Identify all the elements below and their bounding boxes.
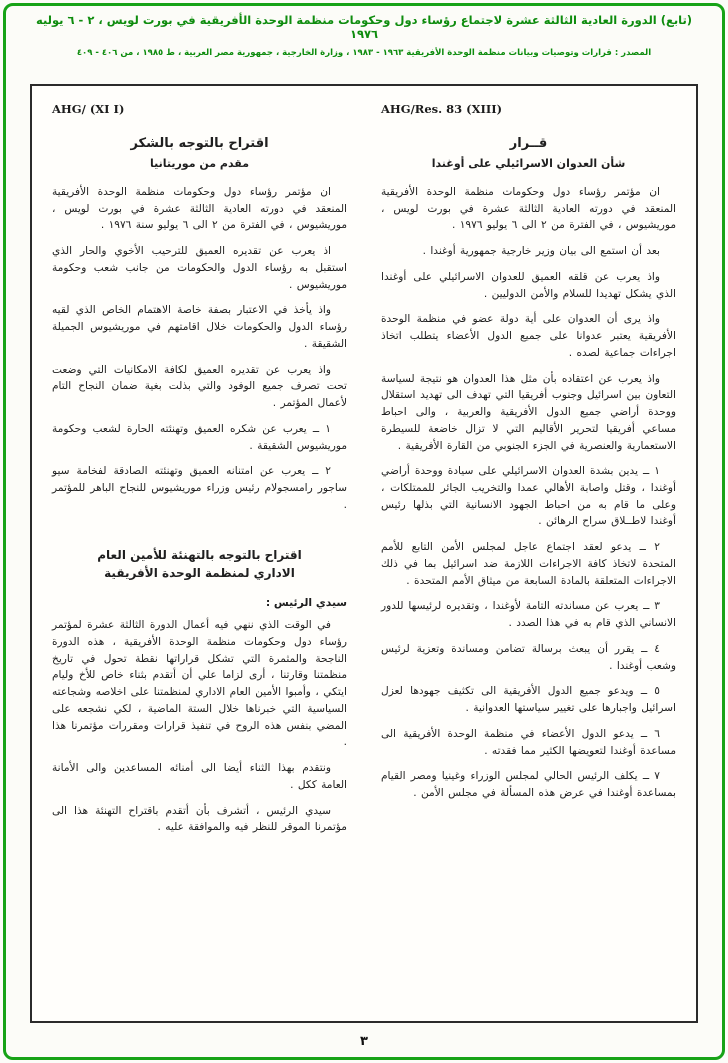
congratulation-title — [52, 547, 347, 582]
proposal-paragraphs — [52, 184, 347, 513]
header-title: (تابع) الدورة العادية الثالثة عشرة لاجتماع رؤساء دول وحكومات منظمة الوحدة الأفريقية في بورت لويس ، ٢ - ٦ يوليه ١٩٧٦ — [35, 13, 693, 41]
congratulation-title-line2: الاداري لمنظمة الوحدة الأفريقية — [104, 565, 295, 580]
header-source-note: المصدر : قرارات وتوصيات وبيانات منظمة الوحدة الأفريقية ١٩٦٣ - ١٩٨٣ ، وزارة الخارجية ، جمهورية مصر العربية ، ط ١٩٨٥ ، من ٤٠٦ - ٤٠٩ — [76, 48, 652, 58]
proposal-paragraph: ٢ ــ يعرب عن امتنانه العميق وتهنئته الصادقة لفخامة سيو ساجور رامسجولام رئيس وزراء موريشيوس للنجاح الباهر للمؤتمر . — [52, 465, 347, 511]
resolution-subtitle: شأن العدوان الاسرائيلي على أوغندا — [431, 157, 626, 170]
resolution-doc-code: AHG/Res. 83 (XIII) — [381, 102, 503, 116]
resolution-paragraph: واذ يعرب عن اعتقاده بأن مثل هذا العدوان هو نتيجة لسياسة التعاون بين اسرائيل وجنوب أفريقيا التي تهدف الى تهديد استقلال ووحدة أراضي جميع الدول الأفريقية والعربية ، والى احباط مساعي أفريقيا لتحرير الأقاليم التي لا تزال خاضعة للسيطرة الاستعمارية والعنصرية في الجزء الجنوبي من القارة الأفريقية . — [381, 372, 676, 452]
congratulation-paragraph: في الوقت الذي ننهي فيه أعمال الدورة الثالثة عشرة لمؤتمر رؤساء دول وحكومات منظمة الوحدة الأفريقية ، هذه الدورة الناجحة والمثمرة التي تشكل قراراتها نقطة تحول في تاريخ منظمتنا وقارتنا ، أرى لزاما علي أن أتقدم بثناء خاص للأخ وليام ايتكي ، وأمبوا الأمين العام الاداري لمنظمتنا على اخلاصه وشجاعته السياسية التي خبرناها خلال الستة الماضية ، لكي نشجعه على المضي بنفس هذه الروح في تنفيذ قرارات ومقررات مؤتمرنا هذا . — [52, 619, 347, 749]
resolution-paragraph: ٤ ــ يقرر أن يبعث برسالة تضامن ومساندة وتعزية لرئيس وشعب أوغندا . — [381, 642, 676, 672]
proposal-paragraph: واذ يعرب عن تقديره العميق لكافة الامكانيات التي وضعت تحت تصرف جميع الوفود والتي بذلت بغية ضمان النجاح التام لأعمال المؤتمر . — [52, 363, 347, 410]
proposal-doc-code: AHG/ (XI I) — [52, 102, 125, 116]
congratulation-paragraph: سيدي الرئيس ، أتشرف بأن أتقدم باقتراح التهنئة هذا الى مؤتمرنا الموقر للنظر فيه والموافقة عليه . — [52, 804, 347, 834]
resolution-paragraph: ٦ ــ يدعو الدول الأعضاء في منظمة الوحدة الأفريقية الى مساعدة أوغندا لتعويضها الكثير مما فقدته . — [381, 727, 676, 757]
resolution-paragraph: واذ يرى أن العدوان على أية دولة عضو في منظمة الوحدة الأفريقية يعتبر عدوانا على جميع الدول الأعضاء يتطلب اتخاذ اجراءات جماعية لصده . — [381, 313, 676, 359]
proposal-paragraph: واذ يأخذ في الاعتبار بصفة خاصة الاهتمام الخاص الذي لقيه رؤساء الدول والحكومات خلال اقامتهم في موريشيوس الجميلة الشقيقة . — [52, 304, 347, 350]
resolution-paragraph: بعد أن استمع الى بيان وزير خارجية جمهورية أوغندا . — [422, 245, 660, 258]
resolution-paragraph: واذ يعرب عن قلقه العميق للعدوان الاسرائيلي على أوغندا الذي يشكل تهديدا للسلام والأمن الدوليين . — [381, 270, 676, 300]
proposal-title: اقتراح بالتوجه بالشكر — [130, 136, 269, 151]
congratulation-section — [52, 547, 347, 836]
document-frame — [30, 84, 698, 1023]
proposal-paragraph: اذ يعرب عن تقديره العميق للترحيب الأخوي والحار الذي استقبل به رؤساء الدول والحكومات من جانب شعب وحكومة موريشيوس . — [52, 245, 347, 291]
two-column-layout — [52, 102, 676, 1011]
resolution-paragraph: ٧ ــ يكلف الرئيس الحالي لمجلس الوزراء وغينيا ومصر القيام بمساعدة أوغندا في عرض هذه المسألة في مجلس الأمن . — [381, 770, 676, 800]
resolution-paragraph: ٢ ــ يدعو لعقد اجتماع عاجل لمجلس الأمن التابع للأمم المتحدة لاتخاذ كافة الاجراءات اللازمة ضد اسرائيل بما في ذلك الاجراءات المتعلقة بالمادة السابعة من ميثاق الأمم المتحدة . — [381, 541, 676, 587]
salutation: سيدي الرئيس : — [265, 596, 347, 610]
congratulation-paragraph: ونتقدم بهذا الثناء أيضا الى أمنائه المساعدين والى الأمانة العامة ككل . — [52, 762, 347, 791]
proposal-paragraph: ١ ــ يعرب عن شكره العميق وتهنئته الحارة لشعب وحكومة موريشيوس الشقيقة . — [52, 422, 347, 452]
resolution-paragraph: ١ ــ يدين بشدة العدوان الاسرائيلي على سيادة ووحدة أراضي أوغندا ، وقتل واصابة الأهالي عمدا والتخريب الجائر للممتلكات ، وعلى ما قام به من احباط الجهود الانسانية التي بذلها رئيس أوغندا لاطــلاق سراح الرهائن . — [381, 465, 676, 528]
congratulation-title-line1: اقتراح بالتوجه بالتهنئة للأمين العام — [97, 548, 302, 563]
resolution-column — [381, 102, 676, 1011]
resolution-paragraph: ٥ ــ ويدعو جميع الدول الأفريقية الى تكثيف جهودها لعزل اسرائيل واجبارها على تغيير سياستها العدوانية . — [381, 685, 676, 715]
congratulation-paragraphs — [52, 617, 347, 836]
resolution-paragraph: ٣ ــ يعرب عن مساندته التامة لأوغندا ، وتقديره لرئيسها للدور الانساني الذي قام به في هذا الصدد . — [381, 600, 676, 630]
resolution-title: قــرار — [509, 136, 548, 151]
resolution-paragraphs — [381, 184, 676, 802]
document-header — [22, 13, 706, 58]
proposal-subtitle: مقدم من موريتانيا — [149, 157, 250, 170]
page-number: ٣ — [360, 1034, 368, 1049]
resolution-paragraph: ان مؤتمر رؤساء دول وحكومات منظمة الوحدة الأفريقية المنعقد في دورته العادية الثالثة عشرة في بورت لويس ، موريشيوس ، في الفترة من ٢ الى ٦ يوليو ١٩٧٦ . — [381, 186, 676, 232]
proposal-paragraph: ان مؤتمر رؤساء دول وحكومات منظمة الوحدة الأفريقية المنعقد في دورته العادية الثالثة عشرة في بورت لويس ، موريشيوس ، في الفترة من ٢ الى ٦ يوليو سنة ١٩٧٦ . — [52, 186, 347, 232]
proposal-column — [52, 102, 347, 1011]
